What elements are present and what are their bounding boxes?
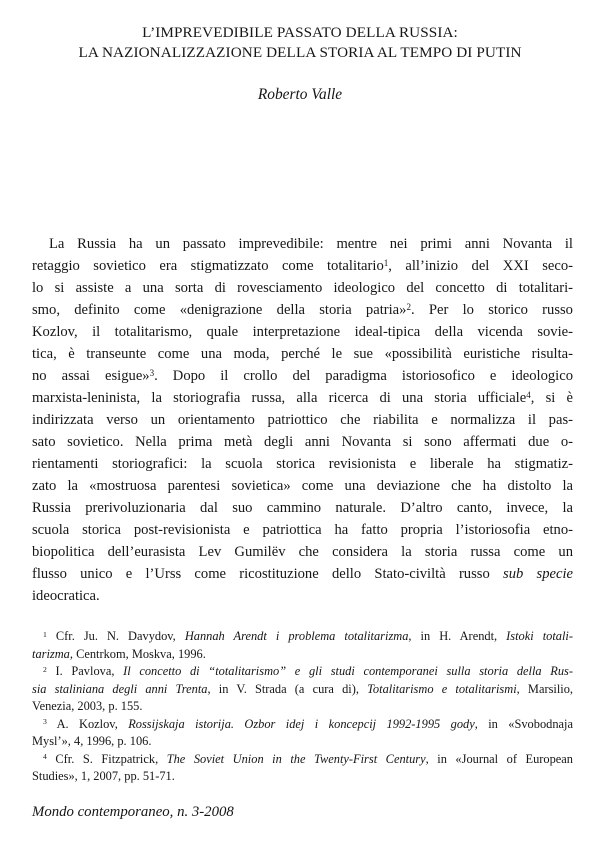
article-title xyxy=(0,23,600,63)
text-line: scuola storica post-revisionista e patriottica ha fatto propria l’istoriosofia etno- xyxy=(32,522,573,538)
text-line: sia staliniana degli anni Trenta, in V. Strada (a cura di), Totalitarismo e totalitarismi, Marsilio, xyxy=(32,681,573,696)
journal-footer: Mondo contemporaneo, n. 3-2008 xyxy=(32,804,234,820)
text-line: flusso unico e l’Urss come ricostituzione dello Stato-civiltà russo sub specie xyxy=(32,566,573,582)
footnote-marker: 1 xyxy=(43,629,47,639)
text-line: biopolitica dell’eurasista Lev Gumilëv che considera la storia russa come un xyxy=(32,544,573,560)
text-line: La Russia ha un passato imprevedibile: mentre nei primi anni Novanta il xyxy=(49,236,573,252)
text-line: Russia prerivoluzionaria dal suo cammino naturale. D’altro canto, invece, la xyxy=(32,500,573,516)
footnote-marker: 1 xyxy=(383,257,389,268)
text-line: marxista-leninista, la storiografia russa, alla ricerca di una storia ufficiale$^4$, si è xyxy=(32,389,573,406)
text-line: indirizzata verso un orientamento patriottico che riabilita e normalizza il pas- xyxy=(32,412,573,428)
text-line: ideocratica. xyxy=(32,588,100,604)
body-paragraph xyxy=(32,233,573,607)
text-line: sato sovietico. Nella prima metà degli anni Novanta si sono affermati due o- xyxy=(32,434,573,450)
author-name: Roberto Valle xyxy=(257,86,343,103)
text-line: tarizma, Centrkom, Moskva, 1996. xyxy=(32,646,206,661)
text-line: Kozlov, il totalitarismo, quale interpretazione ideal-tipica della vicenda sovie- xyxy=(32,324,573,340)
footnote-marker: 2 xyxy=(43,664,47,674)
text-line: $^4$ Cfr. S. Fitzpatrick, The Soviet Union in the Twenty-First Century, in «Journal of European xyxy=(43,751,573,766)
text-line: tica, è transeunte come una moda, perché le sue «possibilità euristiche risulta- xyxy=(32,346,573,362)
footnote-marker: 4 xyxy=(43,752,47,762)
article-title-line2: LA NAZIONALIZZAZIONE DELLA STORIA AL TEMPO DI PUTIN xyxy=(78,44,522,61)
text-line: $^1$ Cfr. Ju. N. Davydov, Hannah Arendt i problema totalitarizma, in H. Arendt, Istoki totali- xyxy=(43,629,573,643)
text-line: lo si assiste a una sorta di rovesciamento ideologico del concetto di totalitari- xyxy=(32,280,573,296)
text-line: Mysl’», 4, 1996, p. 106. xyxy=(32,734,152,748)
article-title-line1: L’IMPREVEDIBILE PASSATO DELLA RUSSIA: xyxy=(142,24,458,41)
text-line: no assai esigue»$^3$. Dopo il crollo del paradigma istoriosofico e ideologico xyxy=(32,367,573,384)
footnote-marker: 2 xyxy=(406,301,411,312)
text-line: smo, definito come «denigrazione della storia patria»$^2$. Per lo storico russo xyxy=(32,301,573,318)
text-line: $^3$ A. Kozlov, Rossijskaja istorija. Ozbor idej i koncepcij 1992-1995 gody, in «Svobodnaja xyxy=(43,716,573,731)
footnote-marker: 4 xyxy=(526,389,531,400)
text-line: retaggio sovietico era stigmatizzato come totalitario$^1$, all’inizio del XXI seco- xyxy=(32,257,573,274)
footnote-marker: 3 xyxy=(149,367,155,378)
footnote-marker: 3 xyxy=(43,717,47,727)
text-line: Studies», 1, 2007, pp. 51-71. xyxy=(32,769,175,783)
footnotes-block xyxy=(32,628,573,786)
text-line: zato la «mostruosa parentesi sovietica» come una deviazione che ha distolto la xyxy=(32,478,573,494)
text-line: Venezia, 2003, p. 155. xyxy=(32,699,143,713)
text-line: rientamenti storiografici: la scuola storica revisionista e liberale ha stigmatiz- xyxy=(32,456,573,472)
text-line: $^2$ I. Pavlova, Il concetto di “totalitarismo” e gli studi contemporanei sulla storia della Rus- xyxy=(43,664,573,678)
